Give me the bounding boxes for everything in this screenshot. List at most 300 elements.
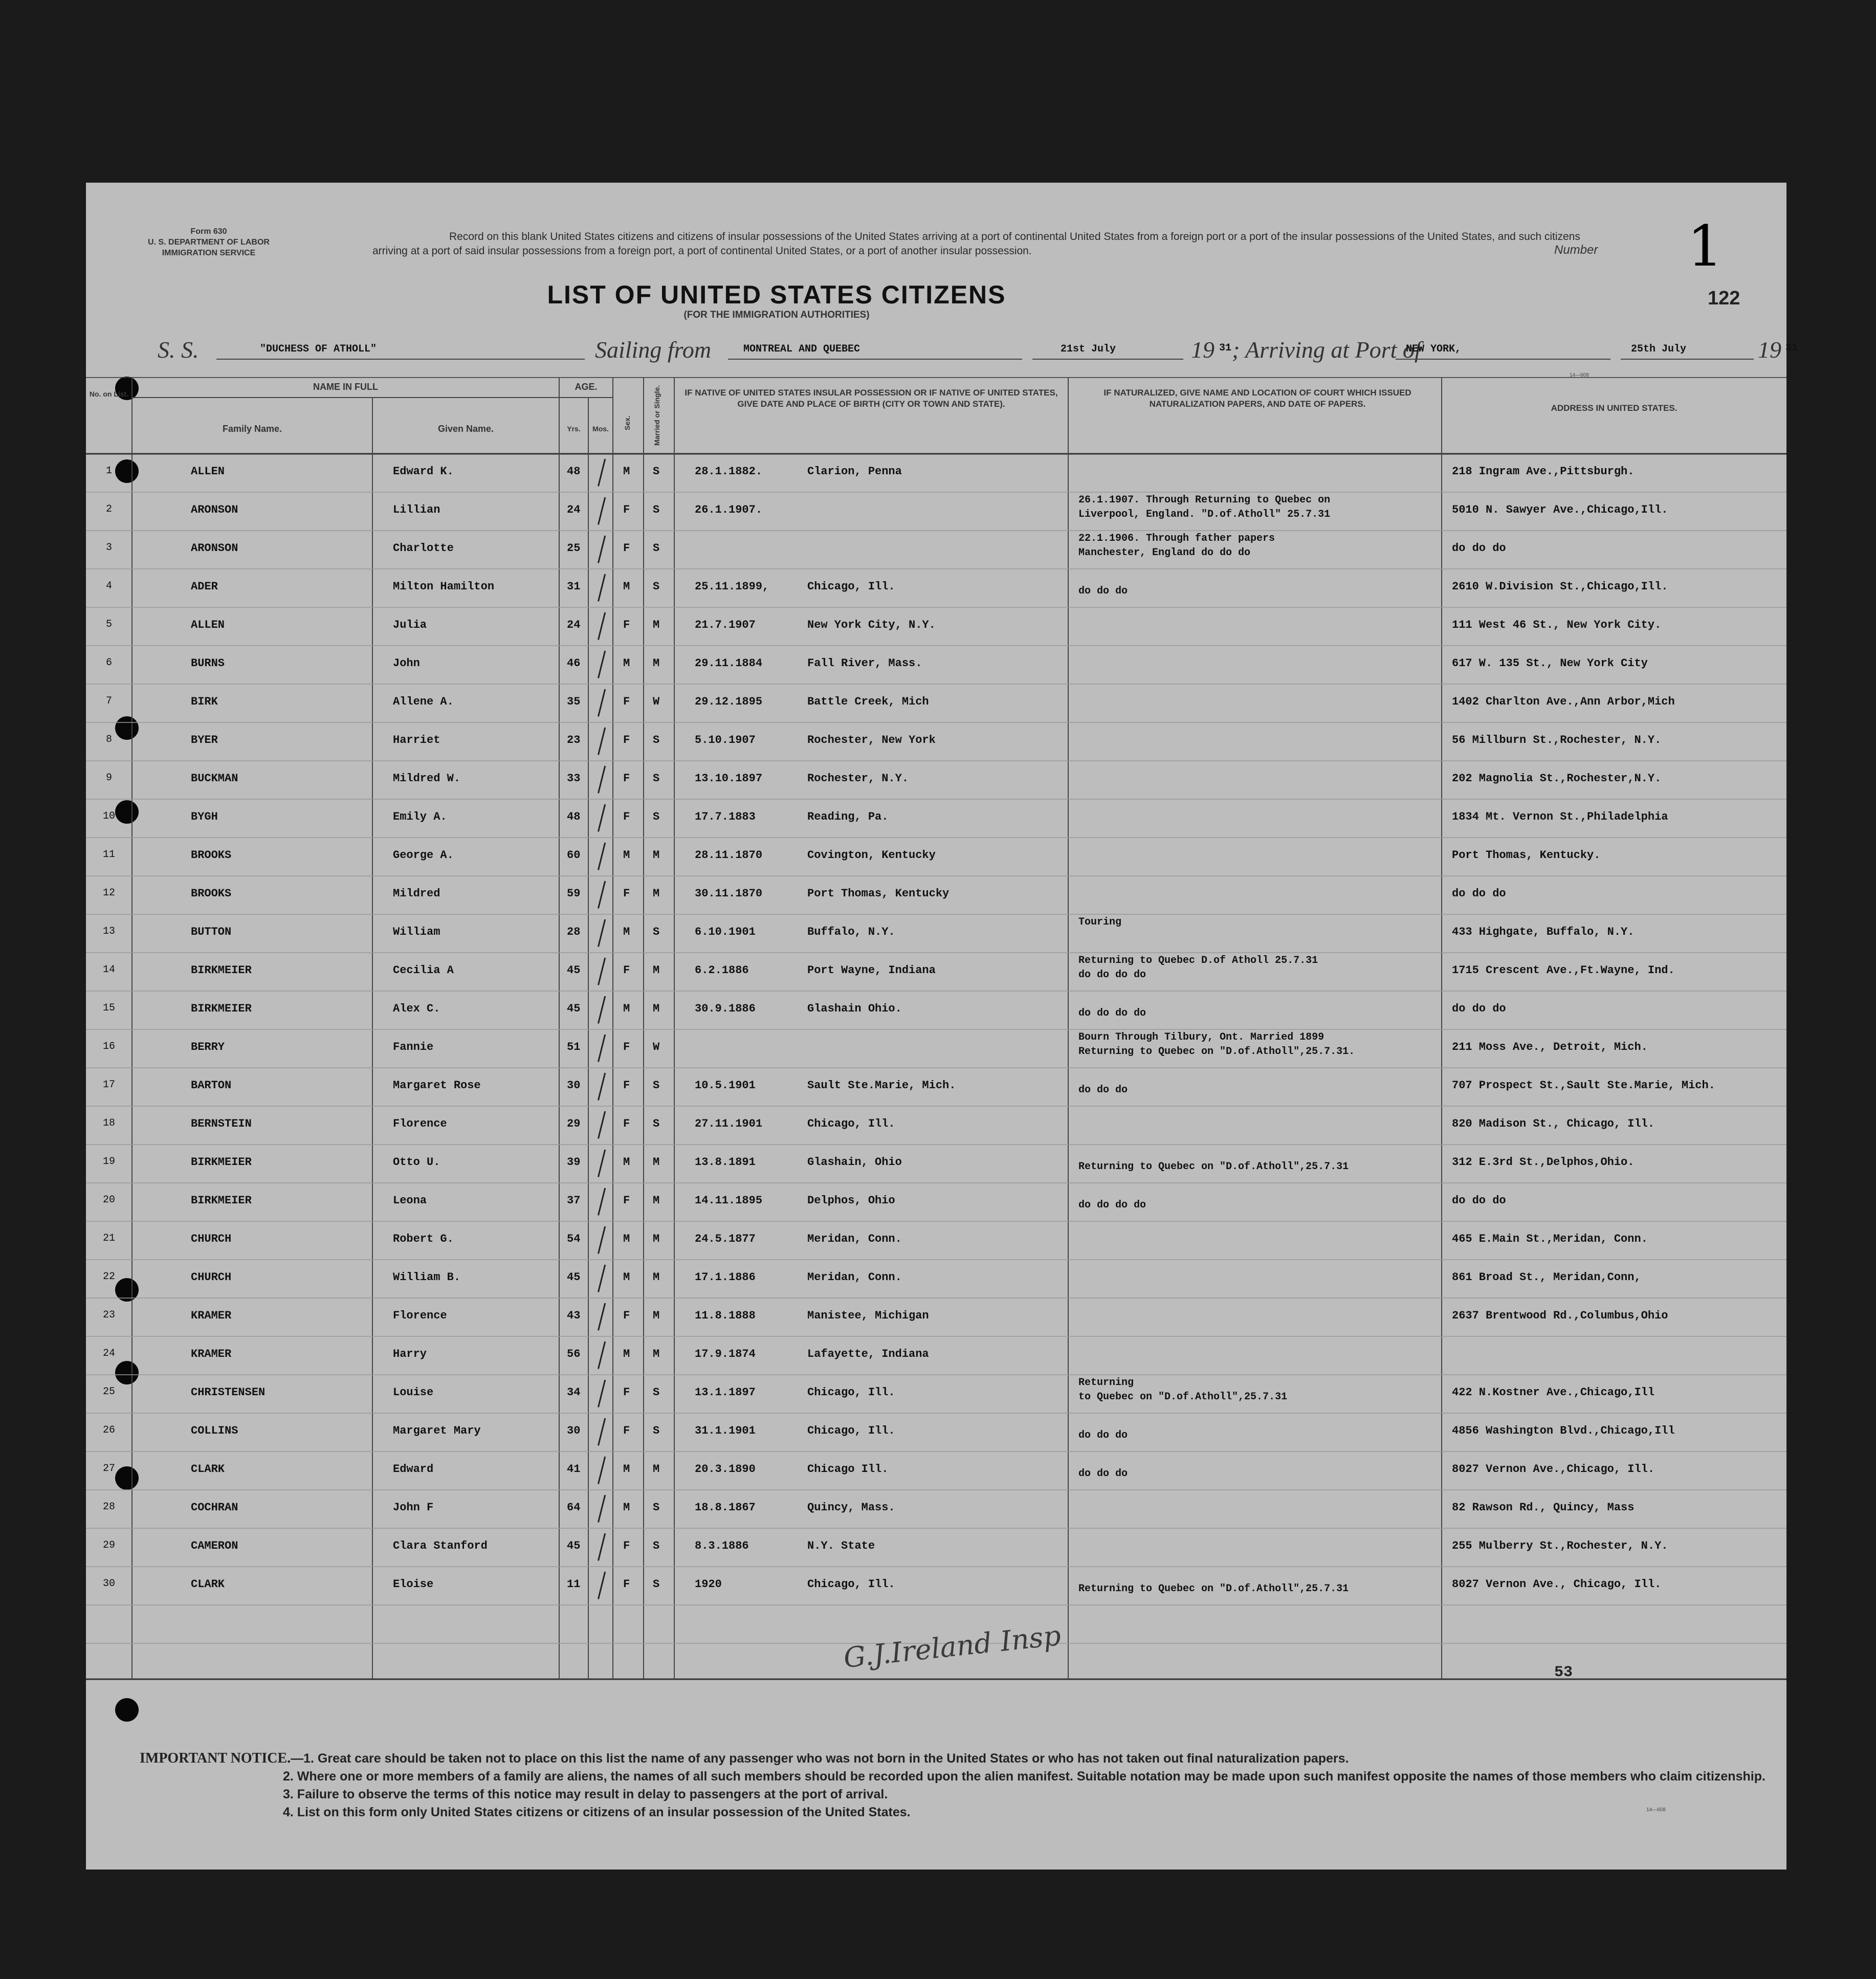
notice-item-1: —1. Great care should be taken not to place on this list the name of any passenger who was not born in the United States or who has not taken out final naturalization papers. bbox=[291, 1751, 1349, 1766]
address: 8027 Vernon Ave.,Chicago, Ill. bbox=[1452, 1463, 1655, 1476]
family-name: COLLINS bbox=[191, 1424, 238, 1437]
naturalization-line-1: Bourn Through Tilbury, Ont. Married 1899 bbox=[1078, 1031, 1325, 1043]
birth-date: 8.3.1886 bbox=[695, 1540, 749, 1552]
family-name: BYER bbox=[191, 734, 218, 746]
marital-status: S bbox=[653, 503, 660, 516]
birth-place: Buffalo, N.Y. bbox=[807, 926, 895, 938]
given-name: Leona bbox=[393, 1194, 427, 1207]
birth-place: Chicago, Ill. bbox=[807, 1117, 895, 1130]
address: 218 Ingram Ave.,Pittsburgh. bbox=[1452, 465, 1635, 478]
table-row bbox=[86, 1490, 1786, 1528]
family-name: CAMERON bbox=[191, 1540, 238, 1552]
sex: M bbox=[623, 1501, 630, 1514]
table-row bbox=[86, 838, 1786, 876]
address: 82 Rawson Rd., Quincy, Mass bbox=[1452, 1501, 1635, 1514]
row-number: 30 bbox=[102, 1578, 115, 1590]
sex: F bbox=[623, 1386, 630, 1399]
given-name: Mildred W. bbox=[393, 772, 461, 785]
table-row bbox=[86, 1567, 1786, 1605]
voyage-line bbox=[158, 336, 1798, 367]
table-row bbox=[86, 722, 1786, 761]
birth-place: Covington, Kentucky bbox=[807, 849, 936, 862]
age-years: 35 bbox=[567, 695, 581, 708]
naturalization-line-2: do do do bbox=[1078, 1084, 1128, 1096]
check-mark-icon bbox=[598, 651, 606, 678]
birth-place: Rochester, New York bbox=[807, 734, 936, 746]
birth-date: 30.9.1886 bbox=[695, 1002, 756, 1015]
check-mark-icon bbox=[598, 1495, 606, 1523]
check-mark-icon bbox=[598, 1150, 606, 1177]
birth-place: Rochester, N.Y. bbox=[807, 772, 909, 785]
age-years: 31 bbox=[567, 580, 581, 593]
address: do do do bbox=[1452, 1002, 1506, 1015]
row-number: 12 bbox=[102, 887, 115, 899]
department-block bbox=[117, 226, 301, 258]
table-row bbox=[86, 799, 1786, 838]
check-mark-icon bbox=[598, 843, 606, 870]
age-years: 41 bbox=[567, 1463, 581, 1476]
birth-place: Delphos, Ohio bbox=[807, 1194, 895, 1207]
birth-place: Clarion, Penna bbox=[807, 465, 902, 478]
marital-status: W bbox=[653, 695, 660, 708]
given-name: Eloise bbox=[393, 1578, 434, 1591]
naturalization-line-2: do do do do bbox=[1078, 969, 1146, 981]
family-name: BYGH bbox=[191, 810, 218, 823]
birth-place: Glashain, Ohio bbox=[807, 1156, 902, 1169]
birth-date: 21.7.1907 bbox=[695, 619, 756, 631]
age-years: 64 bbox=[567, 1501, 581, 1514]
header-address: ADDRESS IN UNITED STATES. bbox=[1551, 403, 1678, 413]
table-row bbox=[86, 761, 1786, 799]
sex: F bbox=[623, 1079, 630, 1092]
row-number: 17 bbox=[102, 1079, 115, 1091]
row-number: 22 bbox=[102, 1271, 115, 1283]
row-number: 5 bbox=[105, 619, 112, 630]
family-name: BROOKS bbox=[191, 849, 232, 862]
manifest-sheet bbox=[86, 183, 1798, 1870]
marital-status: S bbox=[653, 734, 660, 746]
address: 1834 Mt. Vernon St.,Philadelphia bbox=[1452, 810, 1668, 823]
naturalization-line-2: Returning to Quebec on "D.of.Atholl",25.7.31 bbox=[1078, 1161, 1349, 1173]
header-given-name: Given Name. bbox=[437, 424, 494, 434]
given-name: Fannie bbox=[393, 1041, 434, 1053]
marital-status: S bbox=[653, 542, 660, 555]
address: 820 Madison St., Chicago, Ill. bbox=[1452, 1117, 1655, 1130]
naturalization-line-2: Liverpool, England. "D.of.Atholl" 25.7.31 bbox=[1078, 509, 1331, 520]
family-name: COCHRAN bbox=[191, 1501, 238, 1514]
birth-place: Meridan, Conn. bbox=[807, 1233, 902, 1245]
sex: M bbox=[623, 1271, 630, 1284]
marital-status: M bbox=[653, 1348, 660, 1360]
sex: M bbox=[623, 580, 630, 593]
row-number: 13 bbox=[102, 926, 115, 937]
naturalization-line-2: do do do do bbox=[1078, 1007, 1146, 1019]
table-row bbox=[86, 607, 1786, 646]
address: 5010 N. Sawyer Ave.,Chicago,Ill. bbox=[1452, 503, 1668, 516]
table-row bbox=[86, 1413, 1786, 1452]
header-no: No. on List. bbox=[89, 390, 129, 398]
naturalization-line-2: to Quebec on "D.of.Atholl",25.7.31 bbox=[1078, 1391, 1288, 1403]
marital-status: S bbox=[653, 1578, 660, 1591]
table-row bbox=[86, 876, 1786, 914]
age-years: 48 bbox=[567, 465, 581, 478]
sex: M bbox=[623, 657, 630, 670]
family-name: CHURCH bbox=[191, 1271, 232, 1284]
sex: M bbox=[623, 1348, 630, 1360]
check-mark-icon bbox=[598, 804, 606, 832]
marital-status: S bbox=[653, 1079, 660, 1092]
family-name: KRAMER bbox=[191, 1309, 232, 1322]
age-years: 43 bbox=[567, 1309, 581, 1322]
age-years: 29 bbox=[567, 1117, 581, 1130]
table-row bbox=[86, 991, 1786, 1029]
family-name: BUTTON bbox=[191, 926, 232, 938]
given-name: John bbox=[393, 657, 420, 670]
row-number: 28 bbox=[102, 1501, 115, 1513]
naturalization-line-2: Returning to Quebec on "D.of.Atholl",25.7.31 bbox=[1078, 1583, 1349, 1595]
given-name: Robert G. bbox=[393, 1233, 454, 1245]
marital-status: M bbox=[653, 1271, 660, 1284]
address: 211 Moss Ave., Detroit, Mich. bbox=[1452, 1041, 1648, 1053]
given-name: Charlotte bbox=[393, 542, 454, 555]
arriving-label: ; Arriving at Port of bbox=[1232, 337, 1421, 363]
given-name: Florence bbox=[393, 1309, 447, 1322]
header-name-in-full: NAME IN FULL bbox=[313, 382, 378, 392]
table-row bbox=[86, 914, 1786, 953]
address: 56 Millburn St.,Rochester, N.Y. bbox=[1452, 734, 1662, 746]
check-mark-icon bbox=[598, 689, 606, 717]
address: 861 Broad St., Meridan,Conn, bbox=[1452, 1271, 1641, 1284]
birth-date: 24.5.1877 bbox=[695, 1233, 756, 1245]
birth-place: New York City, N.Y. bbox=[807, 619, 936, 631]
given-name: Clara Stanford bbox=[393, 1540, 488, 1552]
age-years: 59 bbox=[567, 887, 581, 900]
footer-form-code: 14—608 bbox=[1646, 1807, 1666, 1813]
address: 255 Mulberry St.,Rochester, N.Y. bbox=[1452, 1540, 1668, 1552]
birth-date: 1920 bbox=[695, 1578, 722, 1591]
sex: F bbox=[623, 619, 630, 631]
address: 617 W. 135 St., New York City bbox=[1452, 657, 1648, 670]
arrival-year-prefix: 19 bbox=[1758, 337, 1781, 363]
birth-place: Meridan, Conn. bbox=[807, 1271, 902, 1284]
check-mark-icon bbox=[598, 1226, 606, 1254]
marital-status: M bbox=[653, 1463, 660, 1476]
age-years: 30 bbox=[567, 1079, 581, 1092]
given-name: John F bbox=[393, 1501, 434, 1514]
birth-date: 6.10.1901 bbox=[695, 926, 756, 938]
age-years: 45 bbox=[567, 1540, 581, 1552]
birth-place: Chicago, Ill. bbox=[807, 1424, 895, 1437]
row-number: 23 bbox=[102, 1309, 115, 1321]
header-married: Married or Single. bbox=[653, 385, 661, 446]
header-family-name: Family Name. bbox=[222, 424, 282, 434]
birth-date: 25.11.1899, bbox=[695, 580, 769, 593]
sex: F bbox=[623, 772, 630, 785]
row-number: 26 bbox=[102, 1424, 115, 1436]
sex: F bbox=[623, 503, 630, 516]
check-mark-icon bbox=[598, 1572, 606, 1599]
age-years: 28 bbox=[567, 926, 581, 938]
service-name: IMMIGRATION SERVICE bbox=[162, 249, 256, 257]
row-number: 25 bbox=[102, 1386, 115, 1398]
check-mark-icon bbox=[598, 1073, 606, 1101]
age-years: 46 bbox=[567, 657, 581, 670]
birth-place: Battle Creek, Mich bbox=[807, 695, 929, 708]
marital-status: M bbox=[653, 657, 660, 670]
important-notice bbox=[140, 1749, 1777, 1821]
given-name: Harry bbox=[393, 1348, 427, 1360]
sex: F bbox=[623, 542, 630, 555]
list-number: 1 bbox=[1687, 213, 1723, 279]
marital-status: M bbox=[653, 887, 660, 900]
birth-date: 10.5.1901 bbox=[695, 1079, 756, 1092]
check-mark-icon bbox=[598, 1533, 606, 1561]
row-number: 14 bbox=[102, 964, 115, 976]
sex: F bbox=[623, 695, 630, 708]
table-row bbox=[86, 1336, 1786, 1375]
birth-place: Sault Ste.Marie, Mich. bbox=[807, 1079, 956, 1092]
age-years: 48 bbox=[567, 810, 581, 823]
birth-place: Lafayette, Indiana bbox=[807, 1348, 929, 1360]
birth-place: N.Y. State bbox=[807, 1540, 875, 1552]
address: 8027 Vernon Ave., Chicago, Ill. bbox=[1452, 1578, 1662, 1591]
birth-date: 20.3.1890 bbox=[695, 1463, 756, 1476]
given-name: Julia bbox=[393, 619, 427, 631]
row-number: 21 bbox=[102, 1233, 115, 1244]
table-row bbox=[86, 531, 1786, 569]
family-name: ARONSON bbox=[191, 542, 238, 555]
given-name: Mildred bbox=[393, 887, 440, 900]
marital-status: S bbox=[653, 926, 660, 938]
row-number: 29 bbox=[102, 1540, 115, 1551]
check-mark-icon bbox=[598, 497, 606, 525]
header-sex: Sex. bbox=[623, 415, 631, 431]
given-name: Harriet bbox=[393, 734, 440, 746]
sex: F bbox=[623, 1117, 630, 1130]
row-number: 9 bbox=[105, 772, 112, 784]
family-name: ARONSON bbox=[191, 503, 238, 516]
header-naturalized: IF NATURALIZED, GIVE NAME AND LOCATION OF COURT WHICH ISSUED NATURALIZATION PAPERS, AND DATE OF PAPERS. bbox=[1103, 388, 1411, 409]
naturalization-line-1: Returning to Quebec D.of Atholl 25.7.31 bbox=[1078, 955, 1318, 966]
address: 202 Magnolia St.,Rochester,N.Y. bbox=[1452, 772, 1662, 785]
row-number: 19 bbox=[102, 1156, 115, 1168]
marital-status: S bbox=[653, 1501, 660, 1514]
table-row bbox=[86, 953, 1786, 991]
header-mos: Mos. bbox=[592, 425, 609, 433]
address: 433 Highgate, Buffalo, N.Y. bbox=[1452, 926, 1635, 938]
page-number: 122 bbox=[1708, 288, 1740, 309]
age-years: 23 bbox=[567, 734, 581, 746]
check-mark-icon bbox=[598, 1380, 606, 1408]
row-number: 8 bbox=[105, 734, 112, 745]
address: do do do bbox=[1452, 1194, 1506, 1207]
marital-status: S bbox=[653, 465, 660, 478]
marital-status: S bbox=[653, 1424, 660, 1437]
address: Port Thomas, Kentucky. bbox=[1452, 849, 1601, 862]
birth-date: 17.1.1886 bbox=[695, 1271, 756, 1284]
naturalization-line-1: Touring bbox=[1078, 916, 1122, 928]
birth-date: 28.1.1882. bbox=[695, 465, 763, 478]
naturalization-line-2: Returning to Quebec on "D.of.Atholl",25.7.31. bbox=[1078, 1046, 1355, 1058]
table-row bbox=[86, 684, 1786, 722]
check-mark-icon bbox=[598, 1111, 606, 1139]
row-number: 3 bbox=[105, 542, 112, 554]
family-name: BIRKMEIER bbox=[191, 964, 252, 977]
marital-status: S bbox=[653, 1386, 660, 1399]
given-name: Allene A. bbox=[393, 695, 454, 708]
address: 111 West 46 St., New York City. bbox=[1452, 619, 1662, 631]
naturalization-line-2: do do do do bbox=[1078, 1199, 1146, 1211]
sailing-label: Sailing from bbox=[595, 337, 712, 363]
header-age: AGE. bbox=[575, 382, 598, 392]
sex: F bbox=[623, 964, 630, 977]
marital-status: M bbox=[653, 1156, 660, 1169]
table-row bbox=[86, 454, 1786, 492]
naturalization-line-2: Manchester, England do do do bbox=[1078, 547, 1251, 559]
sex: M bbox=[623, 849, 630, 862]
row-number: 6 bbox=[105, 657, 112, 669]
given-name: Milton Hamilton bbox=[393, 580, 495, 593]
sex: M bbox=[623, 1156, 630, 1169]
address: 4856 Washington Blvd.,Chicago,Ill bbox=[1452, 1424, 1675, 1437]
notice-item-4: 4. List on this form only United States citizens or citizens of an insular possession of the United States. bbox=[283, 1805, 911, 1819]
given-name: Alex C. bbox=[393, 1002, 440, 1015]
row-number: 10 bbox=[102, 810, 115, 822]
marital-status: S bbox=[653, 580, 660, 593]
given-name: William B. bbox=[393, 1271, 461, 1284]
page-title: LIST OF UNITED STATES CITIZENS bbox=[547, 280, 1006, 309]
given-name: Lillian bbox=[393, 503, 440, 516]
sailing-date: 21st July bbox=[1061, 343, 1116, 355]
birth-date: 31.1.1901 bbox=[695, 1424, 756, 1437]
marital-status: M bbox=[653, 1233, 660, 1245]
age-years: 11 bbox=[567, 1578, 581, 1591]
sex: M bbox=[623, 1002, 630, 1015]
table-row bbox=[86, 492, 1786, 531]
birth-date: 11.8.1888 bbox=[695, 1309, 756, 1322]
check-mark-icon bbox=[598, 1303, 606, 1331]
header-birth: IF NATIVE OF UNITED STATES INSULAR POSSESSION OR IF NATIVE OF UNITED STATES, GIVE DATE AND PLACE OF BIRTH (CITY OR TOWN AND STATE). bbox=[685, 388, 1058, 409]
birth-place: Port Thomas, Kentucky bbox=[807, 887, 950, 900]
address: 2637 Brentwood Rd.,Columbus,Ohio bbox=[1452, 1309, 1668, 1322]
row-number: 24 bbox=[102, 1348, 115, 1359]
sex: F bbox=[623, 1424, 630, 1437]
notice-item-2: 2. Where one or more members of a family are aliens, the names of all such members should be recorded upon the alien manifest. Suitable notation may be made upon such manifest opposite the names of those members who claim citizenship. bbox=[283, 1769, 1765, 1784]
family-name: BERNSTEIN bbox=[191, 1117, 252, 1130]
given-name: Otto U. bbox=[393, 1156, 440, 1169]
family-name: BURNS bbox=[191, 657, 225, 670]
check-mark-icon bbox=[598, 996, 606, 1024]
form-number: Form 630 bbox=[190, 227, 227, 236]
check-mark-icon bbox=[598, 1265, 606, 1292]
given-name: Emily A. bbox=[393, 810, 447, 823]
row-number: 11 bbox=[102, 849, 115, 861]
birth-date: 28.11.1870 bbox=[695, 849, 763, 862]
table-row bbox=[86, 569, 1786, 607]
birth-place: Chicago, Ill. bbox=[807, 1578, 895, 1591]
address: 2610 W.Division St.,Chicago,Ill. bbox=[1452, 580, 1668, 593]
age-years: 30 bbox=[567, 1424, 581, 1437]
notice-label: IMPORTANT NOTICE. bbox=[140, 1750, 291, 1766]
check-mark-icon bbox=[598, 536, 606, 563]
given-name: Florence bbox=[393, 1117, 447, 1130]
naturalization-line-1: 22.1.1906. Through father papers bbox=[1078, 533, 1275, 544]
age-years: 33 bbox=[567, 772, 581, 785]
arrival-port: NEW YORK, bbox=[1406, 343, 1462, 355]
check-mark-icon bbox=[598, 612, 606, 640]
address: 707 Prospect St.,Sault Ste.Marie, Mich. bbox=[1452, 1079, 1715, 1092]
family-name: ADER bbox=[191, 580, 218, 593]
ship-name: "DUCHESS OF ATHOLL" bbox=[260, 343, 377, 355]
marital-status: S bbox=[653, 772, 660, 785]
address: 465 E.Main St.,Meridan, Conn. bbox=[1452, 1233, 1648, 1245]
marital-status: M bbox=[653, 964, 660, 977]
birth-place: Chicago, Ill. bbox=[807, 1386, 895, 1399]
address: 1402 Charlton Ave.,Ann Arbor,Mich bbox=[1452, 695, 1675, 708]
check-mark-icon bbox=[598, 1418, 606, 1446]
sex: F bbox=[623, 1578, 630, 1591]
birth-date: 13.10.1897 bbox=[695, 772, 763, 785]
marital-status: S bbox=[653, 810, 660, 823]
family-name: CLARK bbox=[191, 1578, 225, 1591]
sailing-year-prefix: 19 bbox=[1191, 337, 1215, 363]
sex: F bbox=[623, 887, 630, 900]
check-mark-icon bbox=[598, 459, 606, 487]
check-mark-icon bbox=[598, 1035, 606, 1062]
given-name: Margaret Rose bbox=[393, 1079, 481, 1092]
marital-status: M bbox=[653, 1309, 660, 1322]
sex: F bbox=[623, 1540, 630, 1552]
row-number: 27 bbox=[102, 1463, 115, 1475]
family-name: BERRY bbox=[191, 1041, 225, 1053]
printer-mark: 14—608 bbox=[1570, 372, 1589, 378]
age-years: 54 bbox=[567, 1233, 581, 1245]
row-number: 4 bbox=[105, 580, 112, 592]
header-yrs: Yrs. bbox=[567, 425, 581, 433]
marital-status: M bbox=[653, 1002, 660, 1015]
sex: F bbox=[623, 1194, 630, 1207]
inspector-signature: G.J.Ireland Insp bbox=[842, 1619, 1063, 1675]
table-row bbox=[86, 1183, 1786, 1221]
age-years: 24 bbox=[567, 619, 581, 631]
table-row bbox=[86, 1221, 1786, 1260]
given-name: William bbox=[393, 926, 440, 938]
sailing-port: MONTREAL AND QUEBEC bbox=[743, 343, 860, 355]
address: do do do bbox=[1452, 542, 1506, 555]
row-number: 20 bbox=[102, 1194, 115, 1206]
family-name: CHURCH bbox=[191, 1233, 232, 1245]
family-name: BIRKMEIER bbox=[191, 1156, 252, 1169]
family-name: ALLEN bbox=[191, 465, 225, 478]
birth-date: 29.12.1895 bbox=[695, 695, 763, 708]
check-mark-icon bbox=[598, 574, 606, 602]
table-row bbox=[86, 1528, 1786, 1567]
sex: F bbox=[623, 1041, 630, 1053]
age-years: 34 bbox=[567, 1386, 581, 1399]
stamp-number: 53 bbox=[1554, 1664, 1573, 1681]
table-row bbox=[86, 1298, 1786, 1336]
family-name: BIRK bbox=[191, 695, 218, 708]
arrival-date: 25th July bbox=[1631, 343, 1687, 355]
check-mark-icon bbox=[598, 728, 606, 755]
marital-status: M bbox=[653, 849, 660, 862]
marital-status: W bbox=[653, 1041, 660, 1053]
table-row bbox=[86, 1029, 1786, 1068]
naturalization-line-2: do do do bbox=[1078, 1468, 1128, 1480]
given-name: Margaret Mary bbox=[393, 1424, 481, 1437]
number-label: Number bbox=[1554, 243, 1598, 257]
table-row bbox=[86, 1260, 1786, 1298]
